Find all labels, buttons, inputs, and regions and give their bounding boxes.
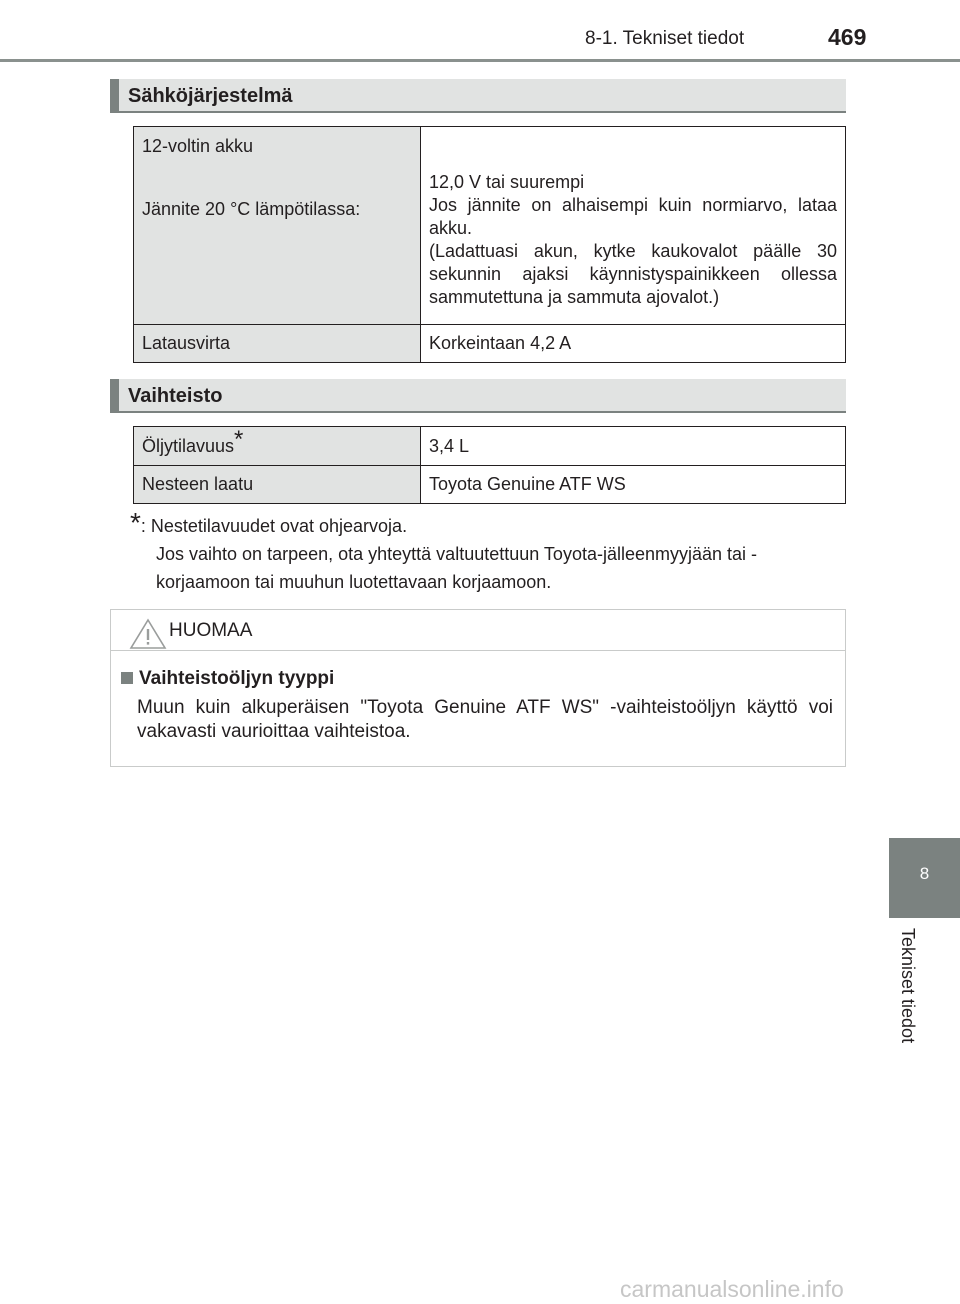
notice-divider xyxy=(111,650,845,651)
table-row xyxy=(134,127,846,325)
table-row xyxy=(134,427,846,466)
table-row xyxy=(134,466,846,504)
notice-title-row xyxy=(129,618,253,650)
footnote-line: : Nestetilavuudet ovat ohjearvoja. xyxy=(140,516,408,536)
heading-accent-bar xyxy=(110,379,119,411)
header-divider xyxy=(0,59,960,62)
battery-label: 12-voltin akku xyxy=(142,136,254,156)
notice-body: Muun kuin alkuperäisen "Toyota Genuine ATF WS" -vaihteistoöljyn käyttö voi vakavasti vaurioittaa vaihteistoa. xyxy=(137,697,833,742)
chapter-label: Tekniset tiedot xyxy=(898,928,918,1044)
watermark: carmanualsonline.info xyxy=(620,1276,844,1302)
charging-note: (Ladattuasi akun, kytke kaukovalot päälle 30 sekunnin ajaksi käynnistyspainikkeen ollessa sammutettuna ja sammuta ajovalot.) xyxy=(429,241,837,307)
charge-current-label: Latausvirta xyxy=(134,325,421,363)
voltage-label: Jännite 20 °C lämpötilassa: xyxy=(142,199,361,219)
footnote-detail: Jos vaihto on tarpeen, ota yhteyttä valtuutettuun Toyota-jälleenmyyjään tai -korjaamoon tai muuhun luotettavaan korjaamoon. xyxy=(156,544,758,592)
charge-current-value: Korkeintaan 4,2 A xyxy=(421,325,846,363)
notice-title: HUOMAA xyxy=(169,620,253,641)
footnote-marker: * xyxy=(130,507,141,538)
voltage-note: Jos jännite on alhaisempi kuin normiarvo, lataa akku. xyxy=(429,195,837,238)
battery-label-cell xyxy=(134,127,421,325)
table-row xyxy=(134,325,846,363)
voltage-value: 12,0 V tai suurempi xyxy=(429,172,585,192)
chapter-tab xyxy=(889,838,960,918)
warning-triangle-icon xyxy=(129,618,167,650)
heading-text: Sähköjärjestelmä xyxy=(128,85,293,107)
heading-text: Vaihteisto xyxy=(128,385,223,407)
section-heading-electrical xyxy=(110,79,846,113)
battery-value-cell xyxy=(421,127,846,325)
chapter-number: 8 xyxy=(919,864,930,883)
footnote xyxy=(130,507,850,596)
notice-box xyxy=(110,609,846,767)
notice-subheading xyxy=(121,668,334,690)
page-number: 469 xyxy=(828,24,867,50)
section-heading-transmission xyxy=(110,379,846,413)
fluid-type-label: Nesteen laatu xyxy=(134,466,421,504)
heading-accent-bar xyxy=(110,79,119,111)
oil-capacity-label: Öljytilavuus xyxy=(142,435,235,456)
oil-capacity-label-cell xyxy=(134,427,421,466)
square-bullet-icon xyxy=(121,672,133,684)
footnote-marker: * xyxy=(234,425,244,453)
transmission-spec-table xyxy=(133,426,846,504)
electrical-spec-table xyxy=(133,126,846,363)
section-title: 8-1. Tekniset tiedot xyxy=(585,28,745,49)
fluid-type-value: Toyota Genuine ATF WS xyxy=(421,466,846,504)
notice-subheading-text: Vaihteistoöljyn tyyppi xyxy=(139,668,335,689)
oil-capacity-value: 3,4 L xyxy=(421,427,846,466)
